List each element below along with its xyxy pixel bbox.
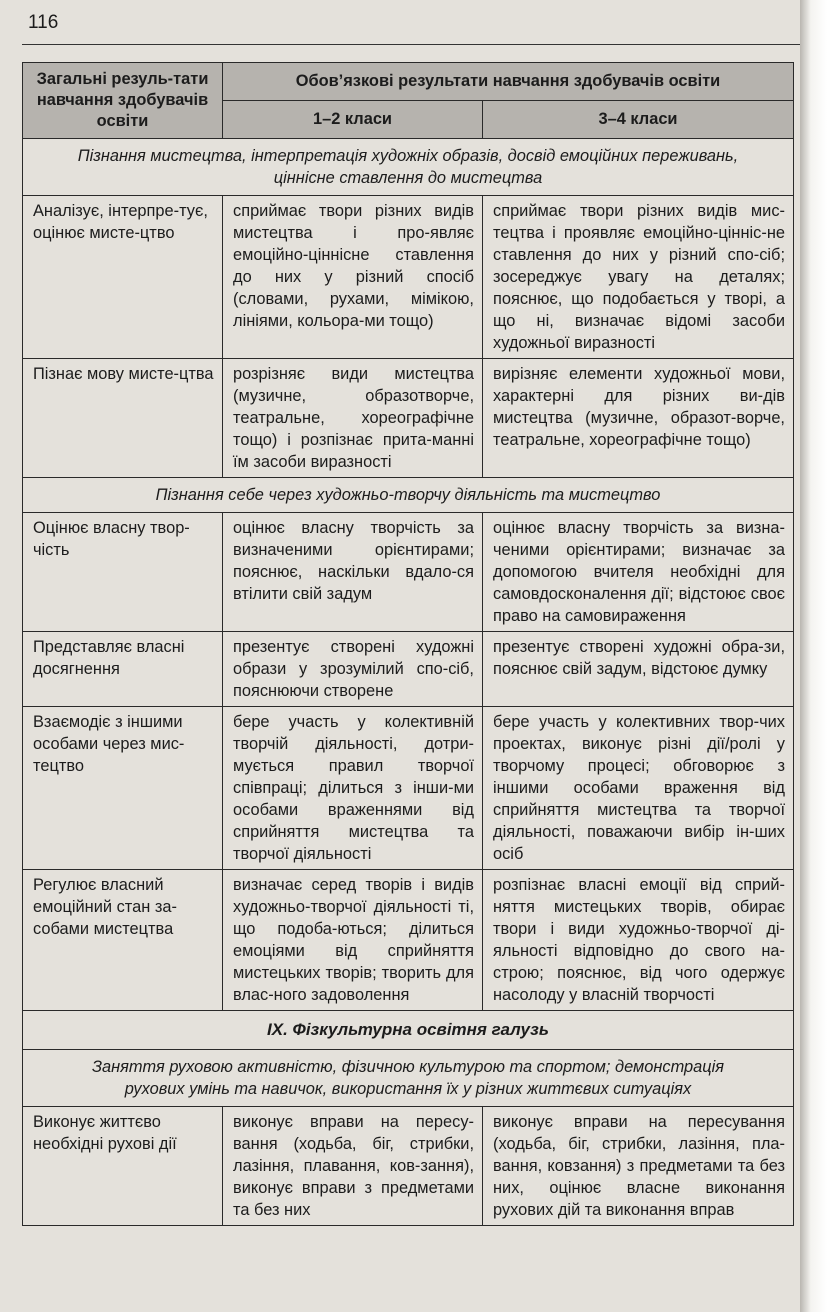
grade-3-4-cell: виконує вправи на пересування (ходьба, біг, стрибки, лазіння, пла-вання, ковзання) з предметами та без них, оцінює власне виконання рухових дій та виконання вправ: [483, 1107, 794, 1226]
grade-1-2-cell: розрізняє види мистецтва (музичне, образотворче, театральне, хореографічне тощо) і розпізнає прита-манні їм засоби виразності: [223, 359, 483, 478]
page-number: 116: [28, 12, 59, 33]
header-grades-1-2: 1–2 класи: [223, 101, 483, 139]
general-result-cell: Аналізує, інтерпре-тує, оцінює мисте-цтво: [23, 196, 223, 359]
header-rule: [22, 44, 800, 45]
table-row: [23, 196, 794, 359]
general-result-cell: Пізнає мову мисте-цтва: [23, 359, 223, 478]
section-title: Пізнання себе через художньо-творчу діяльність та мистецтво: [23, 478, 794, 513]
table-body: [23, 139, 794, 1226]
field-title: IX. Фізкультурна освітня галузь: [23, 1011, 794, 1050]
header-mandatory-results: Обов’язкові результати навчання здобувачів освіти: [223, 63, 794, 101]
general-result-cell: Взаємодіє з іншими особами через мис-тецтво: [23, 707, 223, 870]
grade-1-2-cell: презентує створені художні образи у зрозумілий спо-сіб, пояснюючи створене: [223, 632, 483, 707]
results-table: [22, 62, 794, 1226]
table-row: [23, 870, 794, 1011]
section-row: [23, 478, 794, 513]
header-general-results: Загальні резуль-тати навчання здобувачів освіти: [23, 63, 223, 139]
grade-3-4-cell: бере участь у колективних твор-чих проектах, виконує різні дії/ролі у творчому процесі; обговорює з іншими особами враження від сприйняття мистецтва та творчої діяльності, поважаючи вибір ін-ших осіб: [483, 707, 794, 870]
table-row: [23, 359, 794, 478]
section-row: [23, 1050, 794, 1107]
grade-1-2-cell: оцінює власну творчість за визначеними орієнтирами; пояснює, наскільки вдало-ся втілити свій задум: [223, 513, 483, 632]
grade-3-4-cell: вирізняє елементи художньої мови, характерні для різних ви-дів мистецтва (музичне, образот-ворче, театральне, хореографічне тощо): [483, 359, 794, 478]
section-title: Заняття руховою активністю, фізичною культурою та спортом; демонстрація рухових умінь та навичок, використання їх у різних життєвих ситуаціях: [23, 1050, 794, 1107]
grade-1-2-cell: сприймає твори різних видів мистецтва і про-являє емоційно-ціннісне ставлення до них у різний спосіб (словами, рухами, мімікою, лініями, кольора-ми тощо): [223, 196, 483, 359]
grade-1-2-cell: визначає серед творів і видів художньо-творчої діяльності ті, що подоба-ються; ділиться емоціями від сприйняття мистецьких творів; творить для влас-ного задоволення: [223, 870, 483, 1011]
header-grades-3-4: 3–4 класи: [483, 101, 794, 139]
table-row: [23, 513, 794, 632]
table-row: [23, 707, 794, 870]
general-result-cell: Регулює власний емоційний стан за-собами мистецтва: [23, 870, 223, 1011]
grade-1-2-cell: бере участь у колективній творчій діяльності, дотри-мується правил творчої співпраці; ділиться з інши-ми особами враженнями від сприйняття мистецтва та творчої діяльності: [223, 707, 483, 870]
general-result-cell: Представляє власні досягнення: [23, 632, 223, 707]
table-row: [23, 1107, 794, 1226]
grade-3-4-cell: розпізнає власні емоції від сприй-няття мистецьких творів, обирає твори і види художньо-творчої ді-яльності відповідно до свого на-строю; пояснює, від чого одержує насолоду у власній творчості: [483, 870, 794, 1011]
page-edge: [800, 0, 827, 1312]
grade-3-4-cell: оцінює власну творчість за визна-ченими орієнтирами; визначає за допомогою вчителя необхідні для самовдосконалення дії; відстоює своє право на самовираження: [483, 513, 794, 632]
general-result-cell: Оцінює власну твор-чість: [23, 513, 223, 632]
section-row: [23, 139, 794, 196]
grade-3-4-cell: презентує створені художні обра-зи, пояснює свій задум, відстоює думку: [483, 632, 794, 707]
grade-3-4-cell: сприймає твори різних видів мис-тецтва і проявляє емоційно-цінніс-не ставлення до них у різний спо-сіб; зосереджує увагу на деталях; пояснює, що подобається у творі, а що ні, визначає відомі засоби художньої виразності: [483, 196, 794, 359]
field-title-row: [23, 1011, 794, 1050]
general-result-cell: Виконує життєво необхідні рухові дії: [23, 1107, 223, 1226]
section-title: Пізнання мистецтва, інтерпретація художніх образів, досвід емоційних переживань, ціннісне ставлення до мистецтва: [23, 139, 794, 196]
grade-1-2-cell: виконує вправи на пересу-вання (ходьба, біг, стрибки, лазіння, плавання, ков-зання), виконує вправи з предметами та без них: [223, 1107, 483, 1226]
table-row: [23, 632, 794, 707]
